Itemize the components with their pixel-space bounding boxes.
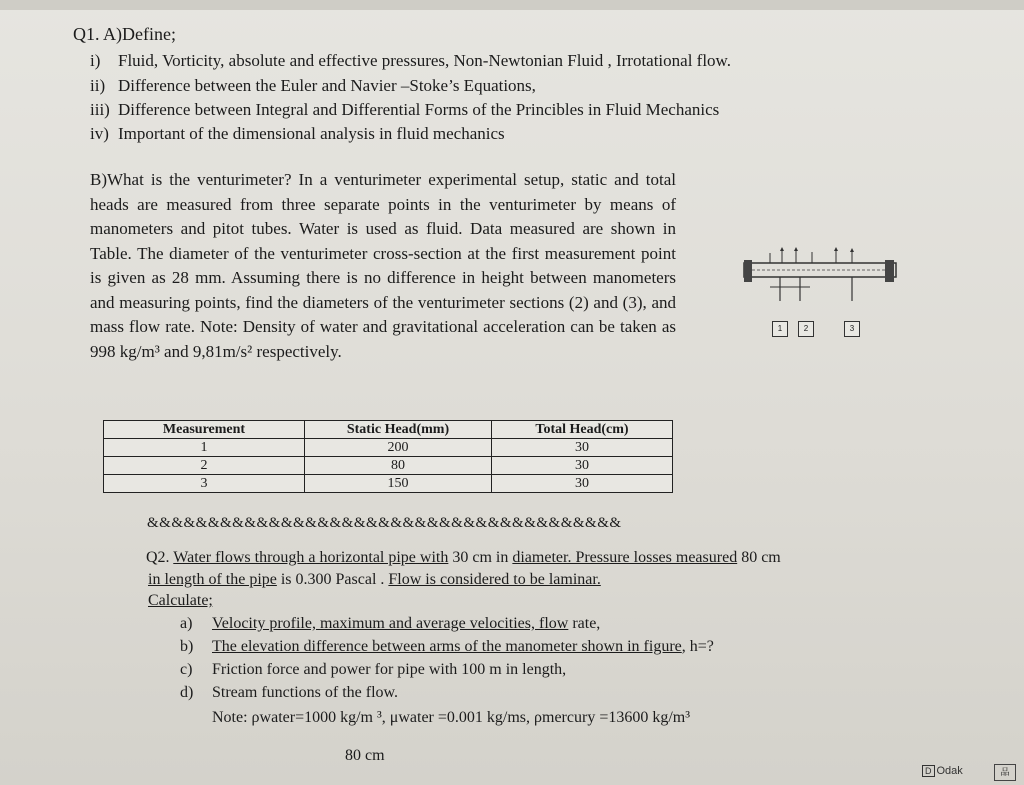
item-text-underlined: Velocity profile, maximum and average velocities, flow [212, 615, 569, 632]
table-header: Measurement [104, 421, 305, 439]
venturimeter-figure [740, 243, 900, 348]
q1-b-paragraph [90, 168, 676, 364]
grid-icon[interactable]: 品 [994, 764, 1016, 781]
q1-item [90, 76, 536, 96]
q2-text: is 0.300 Pascal . [276, 571, 389, 588]
q2-text-underlined: Water flows through a horizontal pipe with [173, 549, 449, 566]
q2-text-underlined: Flow is considered to be laminar. [388, 571, 601, 588]
table-cell: 200 [305, 439, 492, 457]
q2-item [180, 660, 566, 680]
q2-line-1 [146, 548, 781, 568]
item-number: b) [180, 638, 194, 655]
q2-item [180, 614, 600, 634]
item-number: ii) [90, 76, 106, 95]
table-header: Total Head(cm) [492, 421, 673, 439]
table-cell: 30 [492, 457, 673, 475]
q2-text: 80 cm [737, 549, 781, 566]
item-text: Important of the dimensional analysis in fluid mechanics [118, 124, 505, 143]
item-number: a) [180, 615, 193, 632]
section-separator: &&&&&&&&&&&&&&&&&&&&&&&&&&&&&&&&&&&&&&& [147, 515, 622, 531]
measurement-table [103, 420, 673, 493]
q2-note: Note: ρwater=1000 kg/m ³, μwater =0.001 kg/ms, ρmercury =13600 kg/m³ [212, 709, 691, 726]
table-cell: 2 [104, 457, 305, 475]
q1-item [90, 124, 505, 144]
item-number: c) [180, 661, 193, 678]
table-row [104, 439, 673, 457]
figure-label-box: 3 [844, 321, 860, 337]
dimension-label: 80 cm [345, 747, 385, 764]
item-text: Friction force and power for pipe with 100 m in length, [212, 661, 567, 678]
item-text: , h=? [681, 638, 714, 655]
item-text-underlined: The elevation difference between arms of the manometer shown in figure [212, 638, 682, 655]
item-text: Fluid, Vorticity, absolute and effective pressures, Non-Newtonian Fluid , Irrotational flow. [118, 51, 731, 70]
item-number: iii) [90, 100, 110, 119]
table-row [104, 475, 673, 493]
top-edge [0, 0, 1024, 10]
brand-logo: D [922, 765, 935, 777]
table-row [104, 457, 673, 475]
table-header-row [104, 421, 673, 439]
table-cell: 150 [305, 475, 492, 493]
venturimeter-diagram [740, 243, 900, 313]
q2-label: Q2. [146, 549, 174, 566]
q2-calculate-label: Calculate; [148, 592, 213, 609]
table-cell: 30 [492, 439, 673, 457]
item-number: iv) [90, 124, 109, 143]
q1-title: Q1. A)Define; [73, 24, 176, 44]
q2-line-2 [148, 570, 601, 590]
item-text: Difference between Integral and Differential Forms of the Princibles in Fluid Mechanics [118, 100, 720, 119]
q1-item [90, 100, 719, 120]
item-text: rate, [568, 615, 601, 632]
table-cell: 30 [492, 475, 673, 493]
table-cell: 1 [104, 439, 305, 457]
item-number: i) [90, 51, 101, 70]
q2-text-underlined: in length of the pipe [148, 571, 277, 588]
app-watermark [922, 765, 963, 777]
q2-item [180, 637, 714, 657]
figure-label-box: 1 [772, 321, 788, 337]
item-text: Stream functions of the flow. [212, 684, 399, 701]
brand-name: Odak [936, 765, 963, 777]
table-cell: 3 [104, 475, 305, 493]
q1-b-text: B)What is the venturimeter? In a venturimeter experimental setup, static and total heads are measured from three separate points in the venturimeter by means of manometers and pitot tubes. Water is used as fluid. Data measured are shown in Table. The diameter of the venturimeter cross-section at the first measurement point is given as 28 mm. Assuming there is no difference in height between manometers and measuring points, find the diameters of the venturimeter sections (2) and (3), and mass flow rate. Note: Density of water and gravitational acceleration can be taken as 998 kg/m³ and 9,81m/s² respectively. [90, 170, 676, 361]
q2-text: 30 cm in [448, 549, 513, 566]
q1-item [90, 51, 731, 71]
figure-label-box: 2 [798, 321, 814, 337]
item-number: d) [180, 684, 194, 701]
q2-text-underlined: diameter. Pressure losses measured [512, 549, 738, 566]
table-header: Static Head(mm) [305, 421, 492, 439]
q2-item [180, 683, 398, 703]
item-text: Difference between the Euler and Navier –Stoke’s Equations, [118, 76, 536, 95]
table-cell: 80 [305, 457, 492, 475]
